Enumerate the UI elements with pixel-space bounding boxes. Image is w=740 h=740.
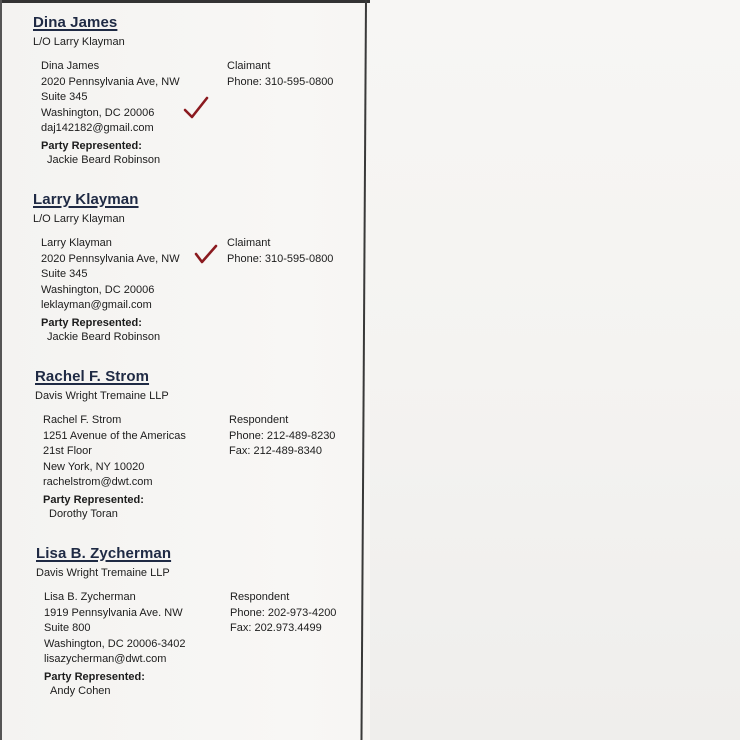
address-line: 1919 Pennsylvania Ave. NW bbox=[44, 606, 183, 619]
address-line: Larry Klayman bbox=[41, 237, 112, 249]
address-line: 21st Floor bbox=[43, 445, 92, 457]
party-role: Claimant bbox=[227, 237, 271, 249]
email-line: lisazycherman@dwt.com bbox=[44, 653, 167, 665]
contact-block bbox=[227, 59, 367, 90]
party-represented-name: Andy Cohen bbox=[50, 685, 111, 697]
address-line: Lisa B. Zycherman bbox=[44, 591, 136, 603]
email-line: leklayman@gmail.com bbox=[41, 299, 152, 311]
party-represented-name: Jackie Beard Robinson bbox=[47, 331, 161, 343]
party-represented bbox=[44, 670, 366, 698]
party-name: Dina James bbox=[33, 14, 118, 31]
party-name: Lisa B. Zycherman bbox=[36, 545, 172, 562]
party-represented-label: Party Represented: bbox=[41, 140, 142, 152]
address-line: Suite 800 bbox=[44, 622, 91, 634]
party-represented bbox=[41, 316, 363, 344]
party-details bbox=[43, 413, 365, 488]
party-represented-label: Party Represented: bbox=[43, 494, 144, 506]
party-details bbox=[41, 59, 363, 134]
address-line: New York, NY 10020 bbox=[43, 460, 145, 473]
party-role: Respondent bbox=[229, 414, 289, 426]
address-line: Washington, DC 20006 bbox=[41, 283, 155, 296]
phone-number: Phone: 202-973-4200 bbox=[230, 606, 337, 619]
address-block bbox=[44, 590, 230, 668]
party-details bbox=[41, 236, 363, 311]
contact-block bbox=[229, 413, 369, 460]
party-entry-larry-klayman bbox=[33, 191, 363, 344]
party-entry-lisa-zycherman bbox=[36, 545, 366, 698]
party-firm: Davis Wright Tremaine LLP bbox=[35, 390, 169, 402]
address-line: Washington, DC 20006 bbox=[41, 106, 155, 119]
party-entry-dina-james bbox=[33, 14, 363, 167]
party-represented-name: Jackie Beard Robinson bbox=[47, 154, 161, 166]
address-line: 2020 Pennsylvania Ave, NW bbox=[41, 75, 180, 88]
contact-block bbox=[230, 590, 370, 637]
email-line: rachelstrom@dwt.com bbox=[43, 476, 153, 488]
address-line: Washington, DC 20006-3402 bbox=[44, 637, 186, 650]
party-represented-label: Party Represented: bbox=[44, 671, 145, 683]
checkmark-icon bbox=[183, 96, 209, 120]
fax-number: Fax: 212-489-8340 bbox=[229, 445, 322, 457]
party-firm: Davis Wright Tremaine LLP bbox=[36, 567, 170, 579]
party-represented-name: Dorothy Toran bbox=[49, 508, 118, 520]
blank-right-column bbox=[370, 0, 740, 740]
email-line: daj142182@gmail.com bbox=[41, 122, 154, 134]
phone-number: Phone: 212-489-8230 bbox=[229, 429, 336, 442]
address-block bbox=[43, 413, 229, 491]
phone-number: Phone: 310-595-0800 bbox=[227, 252, 334, 265]
party-represented-label: Party Represented: bbox=[41, 317, 142, 329]
address-line: 2020 Pennsylvania Ave, NW bbox=[41, 252, 180, 265]
party-represented bbox=[43, 493, 365, 521]
address-line: Suite 345 bbox=[41, 91, 88, 103]
address-line: Rachel F. Strom bbox=[43, 414, 122, 426]
party-represented bbox=[41, 139, 363, 167]
party-role: Respondent bbox=[230, 591, 290, 603]
phone-number: Phone: 310-595-0800 bbox=[227, 75, 334, 88]
party-entry-rachel-strom bbox=[35, 368, 365, 521]
party-name: Rachel F. Strom bbox=[35, 368, 150, 385]
address-line: Suite 345 bbox=[41, 268, 88, 280]
contact-block bbox=[227, 236, 367, 267]
party-role: Claimant bbox=[227, 60, 271, 72]
party-name: Larry Klayman bbox=[33, 191, 139, 208]
address-line: 1251 Avenue of the Americas bbox=[43, 429, 186, 442]
party-details bbox=[44, 590, 366, 665]
fax-number: Fax: 202.973.4499 bbox=[230, 622, 322, 634]
checkmark-icon bbox=[194, 242, 220, 266]
party-firm: L/O Larry Klayman bbox=[33, 36, 125, 48]
left-border-rule bbox=[0, 0, 2, 740]
party-firm: L/O Larry Klayman bbox=[33, 213, 125, 225]
address-line: Dina James bbox=[41, 60, 100, 72]
